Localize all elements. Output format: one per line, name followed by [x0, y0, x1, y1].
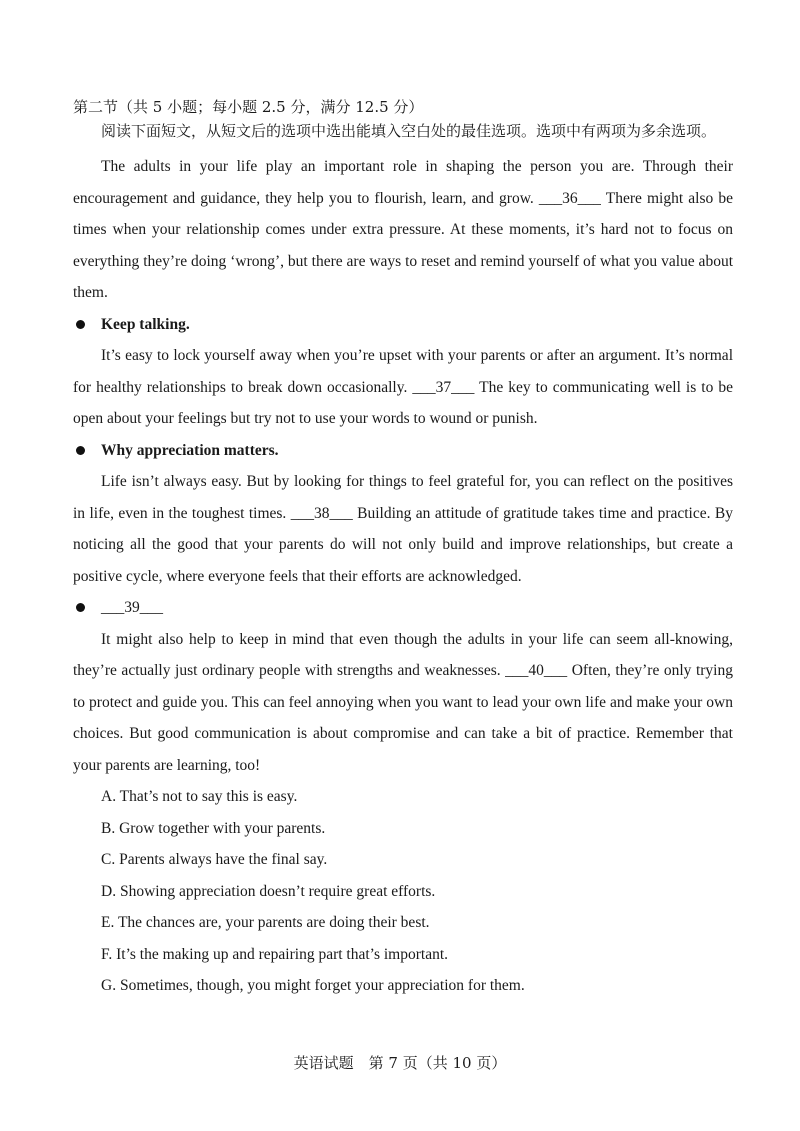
section2-title-row	[73, 435, 733, 467]
exam-page	[73, 96, 733, 1002]
bullet-icon	[76, 603, 85, 612]
option-c: C. Parents always have the final say.	[101, 851, 328, 868]
section1-title: Keep talking.	[101, 315, 190, 333]
option-a: A. That’s not to say this is easy.	[101, 788, 298, 805]
section1-title-row	[73, 309, 733, 341]
section3-text-before: It might also help to keep in mind that even though the adults in your life can seem all-knowing, they’re actually just ordinary people with strengths and weaknesses.	[73, 630, 733, 679]
section2-text-before: Life isn’t always easy. But by looking for things to feel grateful for, you can reflect on the positives in life, even in the toughest times.	[73, 473, 733, 522]
blank-39: ___39___	[101, 599, 163, 616]
option-e: E. The chances are, your parents are doing their best.	[101, 914, 430, 931]
section3-title-row	[73, 592, 733, 624]
option-f: F. It’s the making up and repairing part that’s important.	[101, 945, 449, 963]
section2-paragraph	[73, 466, 733, 592]
section1-paragraph	[73, 340, 733, 435]
section-heading: 第二节（共 5 小题；每小题 2.5 分，满分 12.5 分）	[73, 98, 424, 116]
blank-38: ___38___	[290, 504, 353, 522]
options-list	[73, 781, 733, 1002]
bullet-icon	[76, 320, 85, 329]
section3-text-after: Often, they’re only trying to protect and guide you. This can feel annoying when you want to lead your own life and make your own choices. But good communication is about compromise and can take a bit of practice. Remember that your parents are learning, too!	[73, 662, 733, 774]
intro-paragraph	[73, 151, 733, 309]
option-b: B. Grow together with your parents.	[101, 819, 326, 837]
blank-36: ___36___	[538, 189, 601, 207]
option-d: D. Showing appreciation doesn’t require great efforts.	[101, 882, 436, 900]
section1-text-after: The key to communicating well is to be open about your feelings but try not to use your words to wound or punish.	[73, 378, 733, 427]
option-g: G. Sometimes, though, you might forget your appreciation for them.	[101, 977, 525, 994]
bullet-icon	[76, 446, 85, 455]
intro-text-after: There might also be times when your relationship comes under extra pressure. At these moments, it’s hard not to focus on everything they’re doing ‘wrong’, but there are ways to reset and remind yourself of what you value about them.	[73, 189, 733, 301]
section2-title: Why appreciation matters.	[101, 441, 279, 459]
section3-paragraph	[73, 624, 733, 782]
section2-text-after: Building an attitude of gratitude takes time and practice. By noticing all the good that your parents do will not only build and improve relationships, but create a positive cycle, where everyone feels that their efforts are acknowledged.	[73, 504, 734, 585]
intro-text-before: The adults in your life play an important role in shaping the person you are. Through their encouragement and guidance, they help you to flourish, learn, and grow.	[73, 158, 733, 207]
section-instruction: 阅读下面短文，从短文后的选项中选出能填入空白处的最佳选项。选项中有两项为多余选项。	[101, 122, 717, 140]
blank-40: ___40___	[505, 662, 568, 679]
page-footer: 英语试题 第 7 页（共 10 页）	[293, 1054, 507, 1072]
section1-text-before: It’s easy to lock yourself away when you’re upset with your parents or after an argument. It’s normal for healthy relationships to break down occasionally.	[73, 347, 733, 396]
blank-37: ___37___	[412, 378, 475, 396]
